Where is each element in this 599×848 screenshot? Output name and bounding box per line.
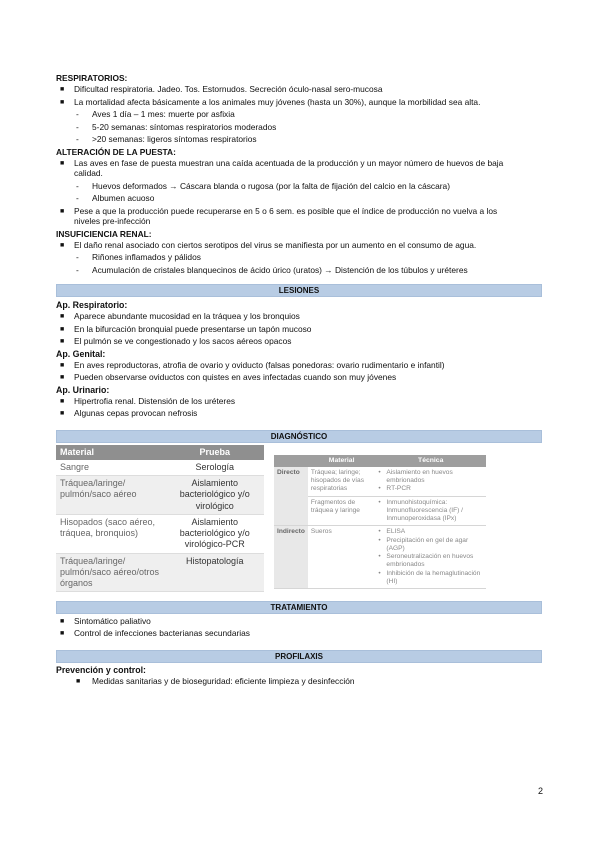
square-bullet-icon: ■ — [60, 338, 65, 345]
square-bullet-icon: ■ — [60, 630, 65, 637]
section-band-profilaxis: PROFILAXIS — [56, 650, 542, 663]
dash-bullet-icon: - — [76, 252, 79, 262]
sub-list-item: - Acumulación de cristales blanquecinos de ácido úrico (uratos) → Distención de los túbulos y uréteres — [76, 264, 468, 275]
list-item: ■ Sintomático paliativo — [60, 615, 151, 626]
table-header: Material — [56, 445, 166, 460]
sub-list-item: - >20 semanas: ligeros síntomas respiratorios — [76, 134, 257, 144]
list-item: ■ Control de infecciones bacterianas secundarias — [60, 628, 250, 638]
square-bullet-icon: ■ — [60, 617, 65, 625]
sub-list-item: - 5-20 semanas: síntomas respiratorios moderados — [76, 121, 277, 132]
diagnostico-table-directo-indirecto — [274, 455, 486, 590]
list-item: ■ En aves reproductoras, atrofia de ovario y oviducto (falsas ponedoras: ovario rudimentario e infantil) — [60, 359, 445, 370]
list-item: ■ Dificultad respiratoria. Jadeo. Tos. Estornudos. Secreción óculo-nasal sero-mucosa — [60, 84, 383, 94]
sub-list-item: - Aves 1 día – 1 mes: muerte por asfixia — [76, 109, 235, 119]
table-row: Sangre Serología — [56, 460, 264, 476]
section-heading-renal: INSUFICIENCIA RENAL: — [56, 228, 152, 239]
section-heading-puesta: ALTERACIÓN DE LA PUESTA: — [56, 146, 176, 157]
square-bullet-icon: ■ — [60, 397, 65, 405]
section-band-tratamiento: TRATAMIENTO — [56, 601, 542, 614]
square-bullet-icon: ■ — [60, 86, 65, 93]
list-item: ■ El daño renal asociado con ciertos serotipos del virus se manifiesta por un aumento en el consumo de agua. — [60, 239, 477, 250]
diagnostico-table-material-prueba — [56, 445, 264, 593]
dash-bullet-icon: - — [76, 121, 79, 132]
list-item: • Aislamiento en huevos embrionados — [378, 469, 483, 485]
square-bullet-icon: ■ — [60, 159, 65, 167]
table-row: Tráquea/laringe/ pulmón/saco aéreo Aislamiento bacteriológico y/o virológico — [56, 476, 264, 515]
table-row: Directo Tráquea; laringe; hisopados de vías respiratorias • Aislamiento en huevos embrionados • RT-PCR — [274, 467, 486, 496]
table-row: Tráquea/laringe/ pulmón/saco aéreo/otros órganos Histopatología — [56, 553, 264, 592]
list-item: ■ Pueden observarse oviductos con quistes en aves infectadas cuando son muy jóvenes — [60, 372, 397, 382]
list-item: ■ Pese a que la producción puede recuperarse en 5 o 6 sem. es posible que el índice de producción no vuelva a los niveles pre-infección — [60, 205, 498, 226]
list-item: ■ Aparece abundante mucosidad en la tráquea y los bronquios — [60, 311, 300, 321]
subsection-heading: Ap. Respiratorio: — [56, 300, 128, 310]
list-item: • Inhibición de la hemaglutinación (HI) — [378, 570, 483, 586]
page-number: 2 — [538, 786, 544, 796]
list-item: ■ Algunas cepas provocan nefrosis — [60, 408, 198, 418]
list-item: ■ En la bifurcación bronquial puede presentarse un tapón mucoso — [60, 323, 312, 334]
dash-bullet-icon: - — [76, 134, 79, 144]
sub-list-item: - Riñones inflamados y pálidos — [76, 252, 201, 262]
dash-bullet-icon: - — [76, 109, 79, 119]
document-page — [56, 73, 544, 688]
subsection-heading: Ap. Genital: — [56, 348, 106, 359]
section-heading-respiratorios: RESPIRATORIOS: — [56, 73, 128, 83]
square-bullet-icon: ■ — [76, 677, 81, 685]
dash-bullet-icon: - — [76, 180, 79, 191]
square-bullet-icon: ■ — [60, 98, 65, 106]
square-bullet-icon: ■ — [60, 207, 65, 215]
square-bullet-icon: ■ — [60, 313, 65, 320]
type-cell-directo: Directo — [274, 467, 308, 526]
square-bullet-icon: ■ — [60, 361, 65, 369]
subsection-heading: Prevención y control: — [56, 664, 146, 675]
table-row: Fragmentos de tráquea y laringe • Inmunohistoquímica: Inmunofluorescencia (IF) / Inmunoperoxidasa (IPx) — [274, 496, 486, 526]
list-item: ■ Medidas sanitarias y de bioseguridad: eficiente limpieza y desinfección — [76, 675, 355, 686]
dash-bullet-icon: - — [76, 193, 79, 203]
square-bullet-icon: ■ — [60, 374, 65, 381]
table-header: Material — [308, 455, 376, 467]
table-header: Técnica — [375, 455, 486, 467]
list-item: • ELISA — [378, 528, 483, 536]
square-bullet-icon: ■ — [60, 241, 65, 249]
subsection-heading: Ap. Urinario: — [56, 384, 110, 395]
square-bullet-icon: ■ — [60, 410, 65, 417]
list-item: ■ El pulmón se ve congestionado y los sacos aéreos opacos — [60, 336, 292, 346]
table-header: Prueba — [166, 445, 265, 460]
list-item: ■ Hipertrofia renal. Distensión de los uréteres — [60, 395, 236, 406]
square-bullet-icon: ■ — [60, 325, 65, 333]
table-row: Indirecto Sueros • ELISA • Precipitación en gel de agar (AGP) • Seroneutralización en huevos embrionados • Inhibición de la hemaglutinación (HI) — [274, 526, 486, 589]
section-band-diagnostico: DIAGNÓSTICO — [56, 430, 542, 443]
type-cell-indirecto: Indirecto — [274, 526, 308, 589]
list-item: ■ Las aves en fase de puesta muestran una caída acentuada de la producción y un mayor número de huevos de baja calidad. — [60, 157, 504, 178]
dash-bullet-icon: - — [76, 264, 79, 275]
list-item: • Seroneutralización en huevos embrionados — [378, 553, 483, 569]
sub-list-item: - Huevos deformados → Cáscara blanda o rugosa (por la falta de fijación del calcio en la cáscara) — [76, 180, 450, 191]
section-band-lesiones: LESIONES — [56, 284, 542, 297]
list-item: ■ La mortalidad afecta básicamente a los animales muy jóvenes (hasta un 30%), aunque la morbilidad sea alta. — [60, 96, 481, 107]
diagnostico-tables — [56, 445, 544, 595]
list-item: • Precipitación en gel de agar (AGP) — [378, 537, 483, 553]
table-row: Hisopados (saco aéreo, tráquea, bronquios) Aislamiento bacteriológico y/o virológico-PCR — [56, 514, 264, 553]
list-item: • Inmunohistoquímica: Inmunofluorescencia (IF) / Inmunoperoxidasa (IPx) — [378, 499, 483, 524]
sub-list-item: - Albumen acuoso — [76, 193, 155, 203]
list-item: • RT-PCR — [378, 485, 483, 493]
table-header — [274, 455, 308, 467]
